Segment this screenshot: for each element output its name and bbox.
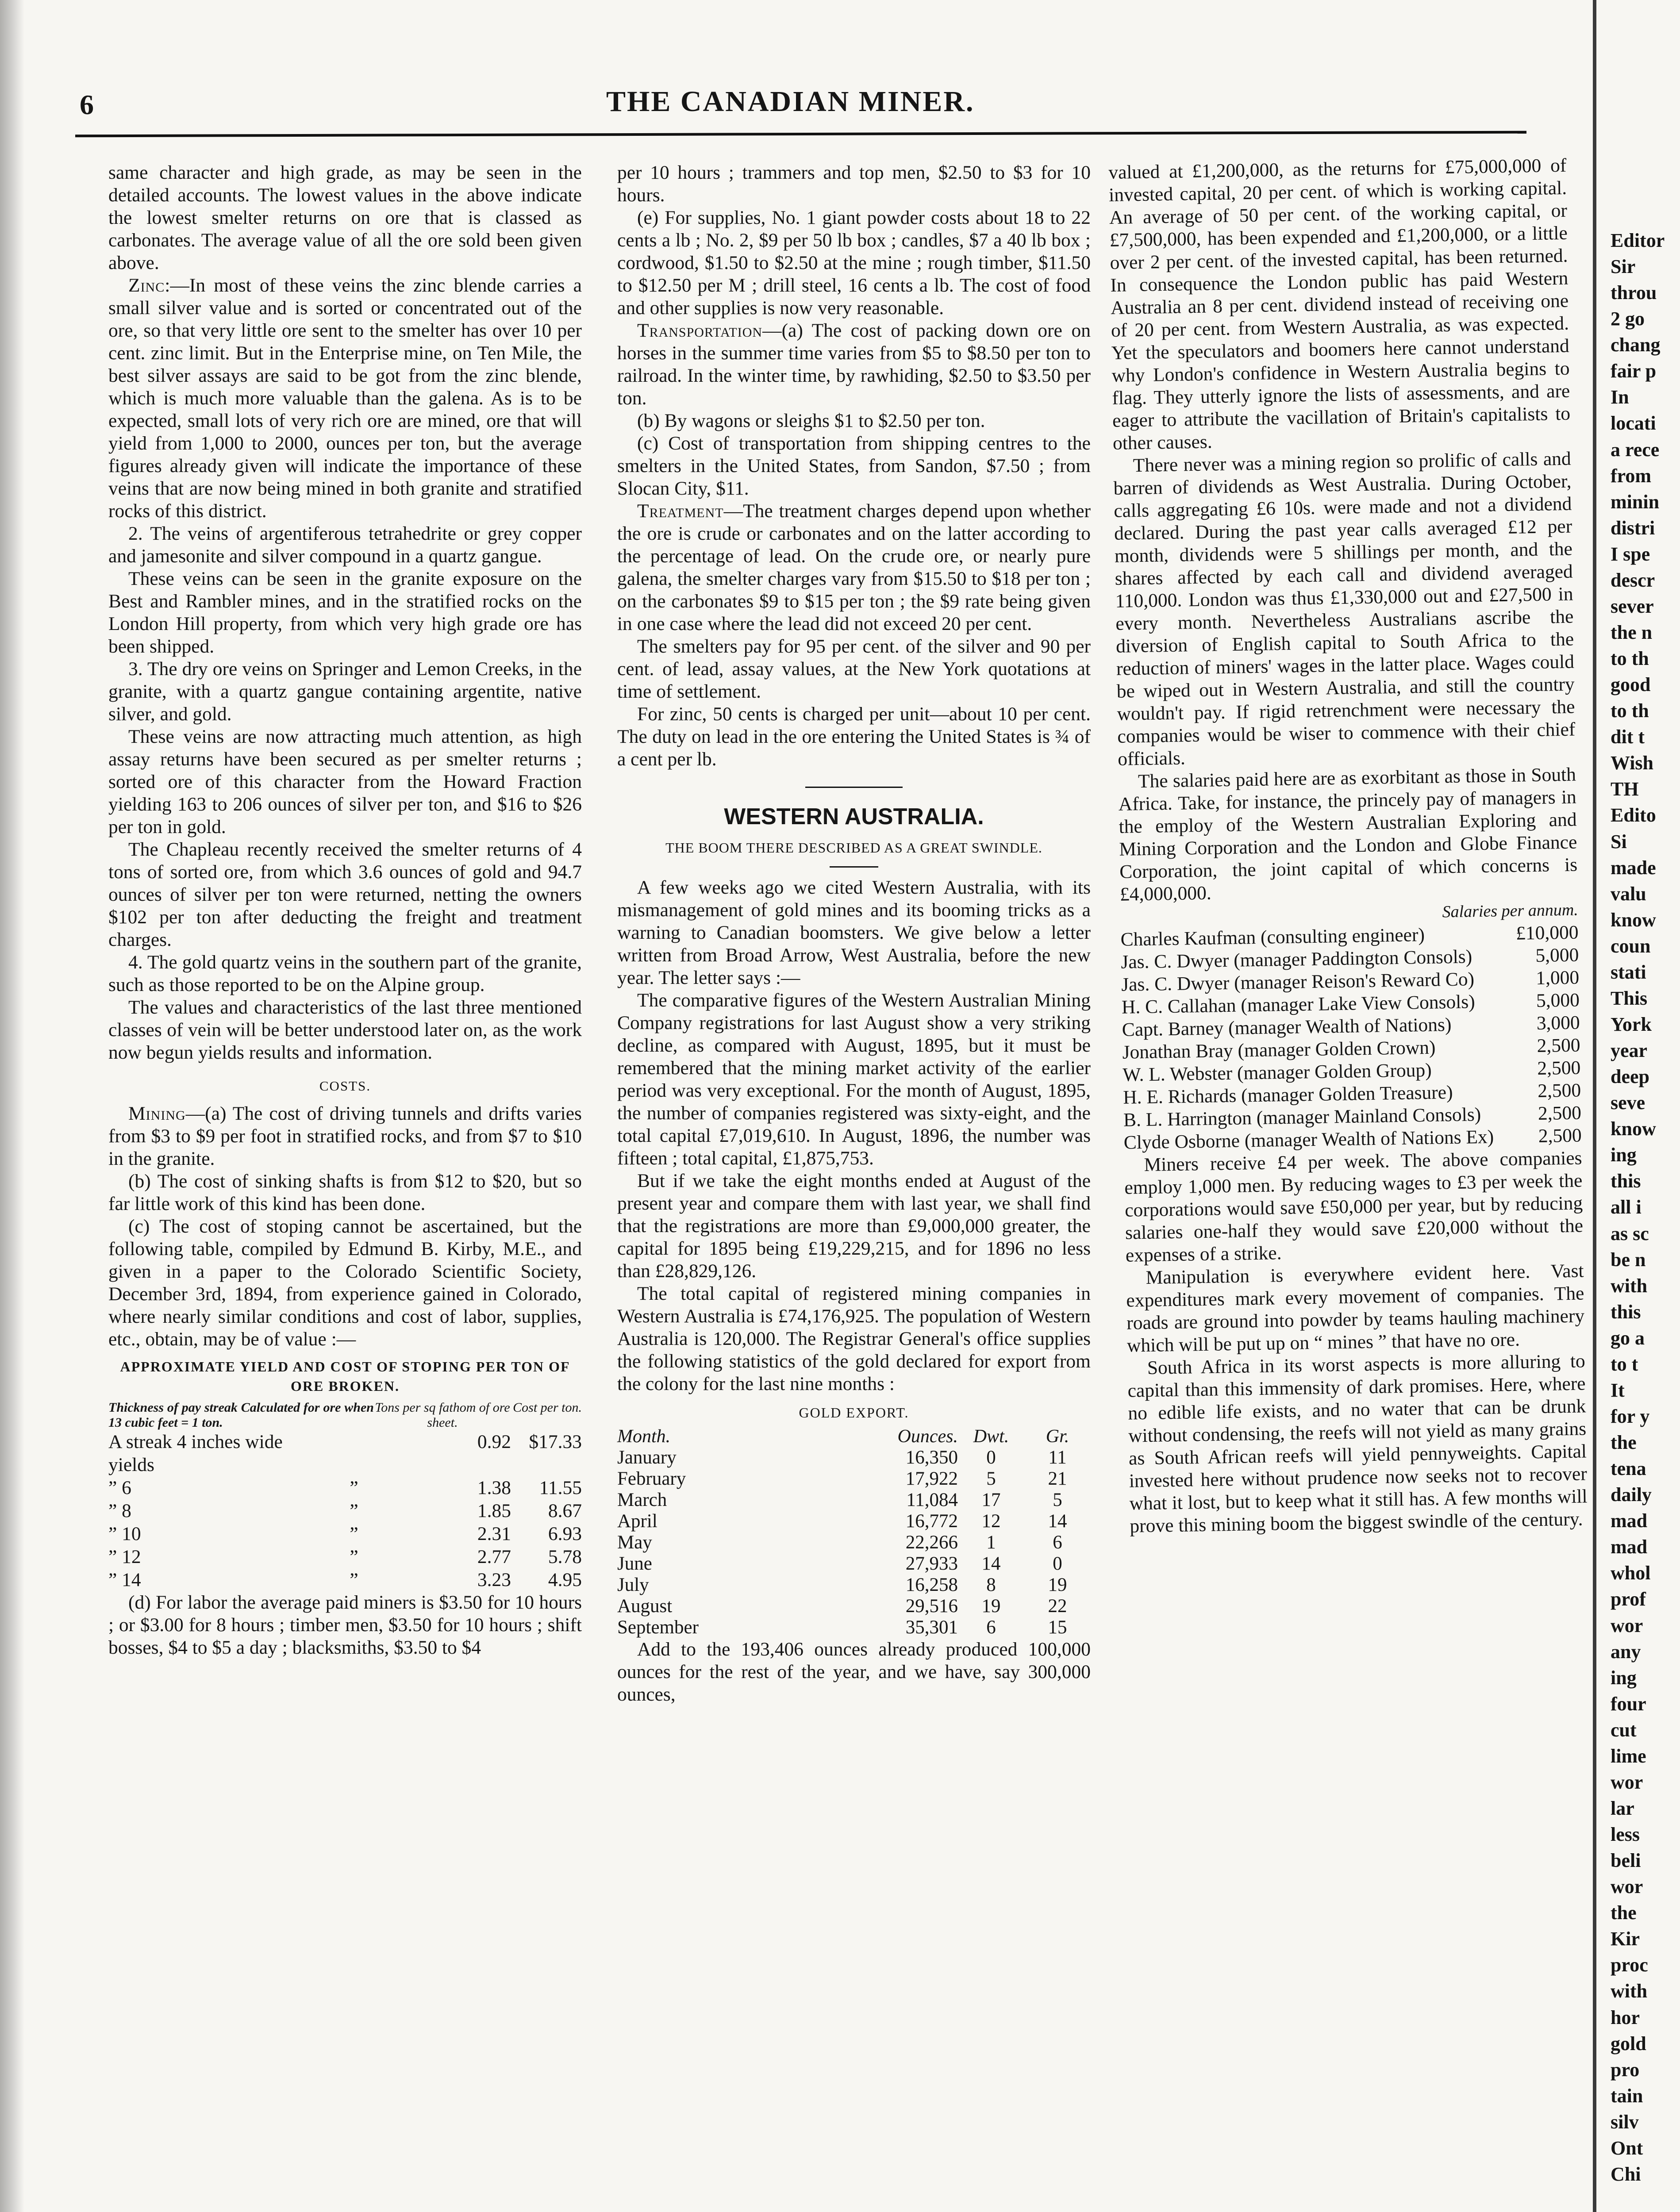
edge-fragment: with bbox=[1611, 1275, 1648, 1297]
cell-month: February bbox=[617, 1468, 686, 1489]
row-label: A streak 4 inches wide yields bbox=[108, 1431, 283, 1475]
row-cost: 4.95 bbox=[548, 1569, 582, 1590]
page-number: 6 bbox=[80, 89, 94, 120]
paragraph: The smelters pay for 95 per cent. of the silver and 90 per cent. of lead, assay values, at the New York quotations at time of settlement. bbox=[617, 636, 1091, 702]
salary-amount: 2,500 bbox=[1537, 1034, 1580, 1057]
gold-export-body bbox=[617, 1447, 1091, 1638]
header-ounces: Ounces. bbox=[897, 1426, 958, 1447]
table-row bbox=[617, 1617, 1091, 1638]
row-ditto: ” bbox=[350, 1523, 358, 1544]
transportation-label: Transportation bbox=[637, 320, 763, 341]
salaries-header: Salaries per annum. bbox=[1442, 900, 1579, 922]
gold-export-title: GOLD EXPORT. bbox=[799, 1405, 909, 1421]
salaries-list bbox=[1120, 922, 1582, 1154]
paragraph: These veins can be seen in the granite exposure on the Best and Rambler mines, and in the stratified rocks on the London Hill property, from which very high grade ore has been shipped. bbox=[108, 568, 582, 657]
edge-fragment: the bbox=[1611, 1902, 1637, 1924]
paragraph: (c) The cost of stoping cannot be ascertained, but the following table, compiled by Edmund B. Kirby, M.E., and given in a paper to the Colorado Scientific Society, December 3rd, 1894, from experience gained in Colorado, where nearly similar conditions and cost of labor, supplies, etc., obtain, may be of value :— bbox=[108, 1216, 582, 1350]
paragraph: South Africa in its worst aspects is more alluring to capital than this immensity of dark promises. Here, where no edible life exists, and no water that can be drunk without condensing, the reefs will not yield as many grains as South African reefs will yield pennyweights. Capital invested here without prudence now seeks not to recover what it lost, but to keep what it still has. A few months will prove this mining boom the biggest swindle of the century. bbox=[1127, 1350, 1588, 1537]
row-ditto: ” bbox=[350, 1569, 358, 1590]
mining-text: —(a) The cost of driving tunnels and drifts varies from $3 to $9 per foot in stratified rocks, and from $7 to $10 in the granite. bbox=[108, 1103, 582, 1169]
salary-amount: 5,000 bbox=[1535, 944, 1579, 967]
edge-fragment: less bbox=[1611, 1824, 1640, 1846]
edge-fragment: wor bbox=[1611, 1614, 1643, 1636]
table-row bbox=[617, 1490, 1091, 1511]
edge-fragment: to th bbox=[1611, 700, 1649, 722]
zinc-text: :—In most of these veins the zinc blende carries a small silver value and is sorted or concentrated out of the ore, so that very little ore sent to the smelter has over 10 per cent. zinc limit. But in the Enterprise mine, on Ten Mile, the best silver assays are said to be got from the zinc blende, which is much more valuable than the galena. As is to be expected, small lots of very rich ore are mined, ore that will yield from 1,000 to 2000, ounces per ton, but the average figures already given will indicate the importance of these veins that are now being mined in both granite and stratified rocks of this district. bbox=[108, 275, 582, 522]
edge-fragment: wor bbox=[1611, 1876, 1643, 1898]
cell-dwt: 14 bbox=[981, 1553, 1001, 1574]
edge-fragment: know bbox=[1611, 1118, 1656, 1140]
paragraph: A few weeks ago we cited Western Australia, with its mismanagement of gold mines and its booming tricks as a warning to Canadian boomsters. We give below a letter written from Broad Arrow, West Australia, before the new year. The letter says :— bbox=[617, 877, 1091, 988]
row-cost: $17.33 bbox=[529, 1431, 582, 1452]
table-row bbox=[617, 1511, 1091, 1532]
section-divider bbox=[805, 787, 903, 788]
costs-heading: COSTS. bbox=[319, 1078, 371, 1094]
edge-fragment: I spe bbox=[1611, 543, 1650, 565]
treatment-text: —The treatment charges depend upon whether the ore is crude or carbonates and on the latter according to the percentage of lead. On the crude ore, or nearly pure galena, the smelter charges vary from $15.50 to $18 per ton ; on the carbonates $9 to $15 per ton ; the $9 rate being given in one case where the lead did not exceed 20 per cent. bbox=[617, 500, 1091, 634]
paragraph: 4. The gold quartz veins in the southern part of the granite, such as those reported to be on the Alpine group. bbox=[108, 952, 582, 995]
cell-ounces: 17,922 bbox=[905, 1468, 958, 1489]
paragraph: per 10 hours ; trammers and top men, $2.50 to $3 for 10 hours. bbox=[617, 162, 1091, 206]
salary-name: W. L. Webster (manager Golden Group) bbox=[1123, 1059, 1432, 1086]
header-thickness: Thickness of pay streak Calculated for ore when 13 cubic feet = 1 ton. bbox=[108, 1400, 374, 1430]
edge-fragment: descr bbox=[1611, 569, 1655, 591]
table-row bbox=[108, 1476, 582, 1499]
edge-fragment: to t bbox=[1611, 1353, 1638, 1375]
paragraph: (e) For supplies, No. 1 giant powder costs about 18 to 22 cents a lb ; No. 2, $9 per 50 lb box ; candles, $7 a 40 lb box ; cordwood, $1.50 to $2.50 at the mine ; rough timber, $11.50 to $12.50 per M ; drill steel, 16 cents a lb. The cost of food and other supplies is now very reasonable. bbox=[617, 207, 1091, 319]
cell-gr: 0 bbox=[1053, 1553, 1062, 1574]
column-3 bbox=[1108, 154, 1588, 1538]
paragraph: These veins are now attracting much attention, as high assay returns have been secured as per smelter returns ; sorted ore of this character from the Howard Fraction yielding 163 to 206 ounces of silver per ton, and $16 to $26 per ton in gold. bbox=[108, 726, 582, 837]
edge-fragment: ing bbox=[1611, 1144, 1637, 1166]
paragraph: But if we take the eight months ended at August of the present year and compare them with last year, we shall find that the registrations are more than £9,000,000 greater, the capital for 1895 being £19,229,215, and for 1896 no less than £28,829,126. bbox=[617, 1170, 1091, 1282]
cell-dwt: 6 bbox=[986, 1617, 996, 1638]
table-row bbox=[108, 1568, 582, 1591]
edge-fragment: throu bbox=[1611, 282, 1657, 304]
edge-fragment: Kir bbox=[1611, 1928, 1640, 1950]
paragraph: (b) The cost of sinking shafts is from $12 to $20, but so far little work of this kind has been done. bbox=[108, 1171, 582, 1214]
cell-gr: 5 bbox=[1053, 1490, 1062, 1510]
cell-ounces: 16,772 bbox=[905, 1511, 958, 1532]
salary-name: H. E. Richards (manager Golden Treasure) bbox=[1123, 1082, 1453, 1108]
edge-fragment: Edito bbox=[1611, 804, 1656, 826]
table-row bbox=[617, 1447, 1091, 1468]
header-month: Month. bbox=[617, 1426, 671, 1447]
edge-fragment: distri bbox=[1611, 517, 1655, 539]
edge-fragment: know bbox=[1611, 909, 1656, 931]
edge-fragment: all i bbox=[1611, 1196, 1642, 1218]
transport-text: —(a) The cost of packing down ore on horses in the summer time varies from $5 to $8.50 per ton to railroad. In the winter time, by rawhiding, $2.50 to $3.50 per ton. bbox=[617, 320, 1091, 409]
row-label: ” 10 bbox=[108, 1523, 141, 1544]
gold-export-header bbox=[617, 1426, 1091, 1447]
paragraph: The comparative figures of the Western Australian Mining Company registrations for last August show a very striking decline, as compared with August, 1895, but it must be remembered that the mining market activity of the earlier period was very exceptional. For the month of August, 1895, the number of companies registered was sixty-eight, and the total capital £7,019,610. In August, 1896, the number was fifteen ; total capital, £1,875,753. bbox=[617, 990, 1091, 1169]
table-row bbox=[108, 1499, 582, 1522]
cell-gr: 22 bbox=[1048, 1596, 1067, 1617]
paragraph: For zinc, 50 cents is charged per unit—about 10 per cent. The duty on lead in the ore entering the United States is ¾ of a cent per lb. bbox=[617, 703, 1091, 770]
edge-fragment: hor bbox=[1611, 2006, 1640, 2028]
cell-month: June bbox=[617, 1553, 652, 1574]
row-cost: 5.78 bbox=[548, 1546, 582, 1567]
cell-gr: 11 bbox=[1048, 1447, 1067, 1468]
cell-month: March bbox=[617, 1490, 667, 1510]
table-row bbox=[617, 1575, 1091, 1596]
edge-fragment: with bbox=[1611, 1980, 1648, 2002]
cell-month: April bbox=[617, 1511, 657, 1532]
edge-fragment: mad bbox=[1611, 1510, 1648, 1532]
edge-fragment: stati bbox=[1611, 961, 1646, 983]
edge-fragment: cut bbox=[1611, 1719, 1637, 1741]
paragraph-transport bbox=[617, 319, 1091, 410]
page-edge-shadow bbox=[1593, 0, 1596, 2212]
salary-amount: 3,000 bbox=[1536, 1012, 1580, 1034]
cell-gr: 19 bbox=[1048, 1575, 1067, 1595]
paragraph: (c) Cost of transportation from shipping centres to the smelters in the United States, from Sandon, $7.50 ; from Slocan City, $11. bbox=[617, 433, 1091, 499]
paragraph-mining bbox=[108, 1102, 582, 1170]
salary-name: Clyde Osborne (manager Wealth of Nations Ex) bbox=[1123, 1126, 1494, 1153]
paragraph: The Chapleau recently received the smelter returns of 4 tons of sorted ore, from which 3.6 ounces of gold and 94.7 ounces of silver per ton were returned, netting the owners $102 per ton after deducting the freight and treatment charges. bbox=[108, 839, 582, 950]
paragraph: There never was a mining region so prolific of calls and barren of dividends as West Australia. During October, calls aggregating £6 10s. were made and not a dividend declared. During the past year calls averaged £12 per month, dividends were 5 shillings per month, and the shares affected by each call and dividend averaged 110,000. London was thus £1,330,000 out and £27,500 in every month. Nevertheless Australians ascribe the diversion of English capital to South Africa to the reduction of miners' wages in the latter place. Wages could be wiped out in Western Australia, and still the country wouldn't pay. If rigid retrenchment were necessary the companies would be wiser to commence with their chief officials. bbox=[1113, 448, 1576, 770]
table-row bbox=[108, 1522, 582, 1545]
edge-fragment: gold bbox=[1611, 2032, 1646, 2055]
cell-ounces: 29,516 bbox=[905, 1596, 958, 1617]
edge-fragment: be n bbox=[1611, 1248, 1646, 1271]
edge-fragment: prof bbox=[1611, 1588, 1646, 1610]
edge-fragment: silv bbox=[1611, 2111, 1639, 2133]
edge-fragment: daily bbox=[1611, 1484, 1652, 1506]
edge-fragment: valu bbox=[1611, 883, 1646, 905]
row-cost: 11.55 bbox=[539, 1477, 582, 1498]
edge-fragment: proc bbox=[1611, 1954, 1648, 1976]
header-dwt: Dwt. bbox=[973, 1426, 1009, 1447]
salary-amount: 5,000 bbox=[1536, 989, 1580, 1012]
row-tons: 2.77 bbox=[477, 1546, 511, 1567]
paragraph-treatment bbox=[617, 500, 1091, 635]
edge-fragment: This bbox=[1611, 987, 1648, 1009]
column-1 bbox=[108, 161, 582, 1659]
cell-month: August bbox=[617, 1596, 673, 1617]
cell-ounces: 16,258 bbox=[905, 1575, 958, 1595]
salary-amount: 2,500 bbox=[1537, 1079, 1581, 1102]
edge-fragment: deep bbox=[1611, 1066, 1649, 1088]
cell-ounces: 16,350 bbox=[905, 1447, 958, 1468]
paragraph: same character and high grade, as may be seen in the detailed accounts. The lowest values in the above indicate the lowest smelter returns on ore that is classed as carbonates. The average value of all the ore sold been given above. bbox=[108, 162, 582, 273]
edge-fragment: Sir bbox=[1611, 256, 1636, 278]
paragraph: (b) By wagons or sleighs $1 to $2.50 per ton. bbox=[637, 410, 985, 431]
subheading-divider bbox=[830, 866, 878, 868]
cell-month: September bbox=[617, 1617, 699, 1638]
paragraph-zinc bbox=[108, 274, 582, 522]
edge-fragment: lime bbox=[1611, 1745, 1646, 1767]
row-ditto: ” bbox=[350, 1500, 358, 1521]
row-tons: 2.31 bbox=[477, 1523, 511, 1544]
adjacent-page-strip bbox=[1593, 0, 1680, 2212]
edge-fragment: as sc bbox=[1611, 1222, 1649, 1244]
edge-fragment: coun bbox=[1611, 935, 1651, 957]
edge-fragment: Ont bbox=[1611, 2137, 1643, 2159]
edge-fragment: sever bbox=[1611, 595, 1654, 617]
edge-fragment: mad bbox=[1611, 1536, 1648, 1558]
salary-amount: £10,000 bbox=[1515, 922, 1579, 944]
edge-fragment: whol bbox=[1611, 1562, 1651, 1584]
row-ditto: ” bbox=[350, 1546, 358, 1567]
edge-fragment: chang bbox=[1611, 334, 1661, 356]
row-label: ” 14 bbox=[108, 1569, 141, 1590]
row-ditto bbox=[299, 1430, 409, 1476]
edge-fragment: any bbox=[1611, 1640, 1641, 1663]
edge-fragment: Si bbox=[1611, 830, 1627, 853]
stoping-table-body bbox=[108, 1430, 582, 1591]
edge-fragment: a rece bbox=[1611, 438, 1660, 461]
zinc-label: Zinc bbox=[128, 275, 165, 296]
cell-gr: 14 bbox=[1048, 1511, 1067, 1532]
paragraph: The values and characteristics of the last three mentioned classes of vein will be better understood later on, as the work now begun yields results and information. bbox=[108, 997, 582, 1063]
cell-dwt: 1 bbox=[986, 1532, 996, 1553]
table-row bbox=[617, 1553, 1091, 1575]
paragraph: valued at £1,200,000, as the returns for £75,000,000 of invested capital, 20 per cent. of which is working capital. An average of 50 per cent. of the working capital, or £7,500,000, has been expended and £1,200,000, or a little over 2 per cent. of the invested capital, has been returned. In consequence the London public has paid Western Australia an 8 per cent. dividend instead of receiving one of 20 per cent. from Western Australia, as was expected. Yet the speculators and boomers here cannot understand why London's confidence in Western Australia begins to flag. They utterly ignore the lists of assessments, and are eager to attribute the vacillation of Britain's capitalists to other causes. bbox=[1108, 154, 1571, 454]
article-subheading: THE BOOM THERE DESCRIBED AS A GREAT SWINDLE. bbox=[665, 840, 1042, 856]
edge-fragment: the bbox=[1611, 1432, 1637, 1454]
row-tons: 3.23 bbox=[477, 1569, 511, 1590]
salary-amount: 2,500 bbox=[1538, 1102, 1582, 1125]
edge-fragment: Editor bbox=[1611, 230, 1665, 251]
edge-fragment: It bbox=[1611, 1379, 1625, 1401]
salary-name: H. C. Callahan (manager Lake View Consols) bbox=[1121, 991, 1476, 1018]
row-cost: 8.67 bbox=[548, 1500, 582, 1521]
treatment-label: Treatment bbox=[637, 500, 724, 522]
edge-fragment: tain bbox=[1611, 2085, 1643, 2107]
table-row bbox=[108, 1545, 582, 1568]
salary-name: Jas. C. Dwyer (manager Reison's Reward Co) bbox=[1121, 968, 1475, 995]
stoping-table-title: APPROXIMATE YIELD AND COST OF STOPING PER TON OF ORE BROKEN. bbox=[120, 1359, 570, 1394]
edge-fragment: year bbox=[1611, 1040, 1648, 1062]
table-row bbox=[617, 1468, 1091, 1490]
edge-fragment: ing bbox=[1611, 1667, 1637, 1689]
cell-gr: 6 bbox=[1053, 1532, 1062, 1553]
stoping-table-header bbox=[108, 1400, 582, 1430]
edge-fragment: locati bbox=[1611, 412, 1656, 434]
cell-ounces: 27,933 bbox=[905, 1553, 958, 1574]
paragraph: The salaries paid here are as exorbitant as those in South Africa. Take, for instance, the princely pay of managers in the employ of the Western Australian Exploring and Mining Corporation and the London and Globe Finance Corporation, the joint capital of which concerns is £4,000,000. bbox=[1118, 764, 1578, 905]
column-2 bbox=[617, 161, 1091, 1706]
edge-fragment: the n bbox=[1611, 622, 1653, 643]
edge-fragment: fair p bbox=[1611, 360, 1657, 382]
cell-month: May bbox=[617, 1532, 652, 1553]
row-ditto: ” bbox=[350, 1477, 358, 1498]
edge-fragment: made bbox=[1611, 856, 1656, 879]
cell-dwt: 5 bbox=[986, 1468, 996, 1489]
cell-dwt: 8 bbox=[986, 1575, 996, 1595]
edge-fragment: 2 go bbox=[1611, 308, 1645, 330]
salary-amount: 2,500 bbox=[1537, 1057, 1581, 1079]
row-tons: 0.92 bbox=[477, 1431, 511, 1452]
header-cost: Cost per ton. bbox=[513, 1400, 582, 1415]
edge-fragment: beli bbox=[1611, 1850, 1641, 1872]
salary-amount: 2,500 bbox=[1538, 1125, 1582, 1147]
paragraph: 2. The veins of argentiferous tetrahedrite or grey copper and jamesonite and silver compound in a quartz gangue. bbox=[108, 523, 582, 567]
paragraph: Miners receive £4 per week. The above companies employ 1,000 men. By reducing wages to £3 per week the corporations would save £50,000 per year, but by reducing salaries one-half they would save £20,000 without the expenses of a strike. bbox=[1124, 1147, 1584, 1266]
cell-dwt: 12 bbox=[981, 1511, 1001, 1532]
salary-amount: 1,000 bbox=[1535, 967, 1580, 989]
cell-ounces: 22,266 bbox=[905, 1532, 958, 1553]
edge-fragment: good bbox=[1611, 674, 1651, 696]
cell-ounces: 11,084 bbox=[906, 1490, 958, 1510]
paragraph: (d) For labor the average paid miners is $3.50 for 10 hours ; or $3.00 for 8 hours ; timber men, $3.50 for 10 hours ; shift bosses, $4 to $5 a day ; blacksmiths, $3.50 to $4 bbox=[108, 1592, 582, 1658]
edge-fragment: wor bbox=[1611, 1771, 1643, 1793]
row-label: ” 12 bbox=[108, 1546, 141, 1567]
header-rule bbox=[75, 131, 1526, 138]
table-row bbox=[108, 1430, 582, 1476]
salary-name: Charles Kaufman (consulting engineer) bbox=[1120, 924, 1425, 950]
row-label: ” 6 bbox=[108, 1477, 131, 1498]
edge-fragment: minin bbox=[1611, 491, 1660, 513]
paragraph: The total capital of registered mining companies in Western Australia is £74,176,925. The population of Western Australia is 120,000. The Registrar General's office supplies the following statistics of the gold declared for export from the colony for the last nine months : bbox=[617, 1283, 1091, 1394]
salary-name: Jas. C. Dwyer (manager Paddington Consols) bbox=[1121, 946, 1472, 973]
salary-name: Capt. Barney (manager Wealth of Nations) bbox=[1122, 1014, 1452, 1041]
cell-month: July bbox=[617, 1575, 649, 1595]
salary-name: B. L. Harrington (manager Mainland Consols) bbox=[1123, 1104, 1481, 1131]
cell-dwt: 19 bbox=[981, 1596, 1001, 1617]
edge-fragment: TH bbox=[1611, 778, 1639, 800]
masthead: THE CANADIAN MINER. bbox=[606, 85, 975, 118]
edge-fragment: go a bbox=[1611, 1327, 1645, 1349]
mining-label: Mining bbox=[128, 1103, 186, 1124]
paragraph: 3. The dry ore veins on Springer and Lemon Creeks, in the granite, with a quartz gangue containing argentite, native silver, and gold. bbox=[108, 658, 582, 725]
edge-fragment: this bbox=[1611, 1301, 1641, 1323]
edge-fragment: for y bbox=[1611, 1406, 1650, 1427]
cell-gr: 15 bbox=[1048, 1617, 1067, 1638]
edge-fragment: lar bbox=[1611, 1797, 1634, 1819]
edge-fragment: this bbox=[1611, 1170, 1641, 1192]
table-row bbox=[617, 1532, 1091, 1553]
header-tons: Tons per sq fathom of ore sheet. bbox=[375, 1400, 510, 1430]
edge-fragment: dit t bbox=[1611, 726, 1645, 748]
cell-gr: 21 bbox=[1048, 1468, 1067, 1489]
edge-fragment: from bbox=[1611, 465, 1652, 487]
cell-ounces: 35,301 bbox=[905, 1617, 958, 1638]
cell-dwt: 0 bbox=[986, 1447, 996, 1468]
row-cost: 6.93 bbox=[548, 1523, 582, 1544]
page-binding-shadow bbox=[0, 0, 24, 2212]
edge-fragment: York bbox=[1611, 1014, 1652, 1035]
cell-month: January bbox=[617, 1447, 677, 1468]
edge-fragment: seve bbox=[1611, 1092, 1645, 1114]
paragraph: Manipulation is everywhere evident here. Vast expenditures mark every movement of companies. The roads are ground into powder by teams hauling machinery which will be put up on “ mines ” that have no ore. bbox=[1126, 1260, 1585, 1356]
edge-fragment: pro bbox=[1611, 2058, 1640, 2081]
edge-fragment: four bbox=[1611, 1693, 1646, 1715]
row-label: ” 8 bbox=[108, 1500, 131, 1521]
article-heading: WESTERN AUSTRALIA. bbox=[724, 804, 984, 830]
cell-dwt: 17 bbox=[981, 1490, 1001, 1510]
paragraph: Add to the 193,406 ounces already produced 100,000 ounces for the rest of the year, and we have, say 300,000 ounces, bbox=[617, 1639, 1091, 1705]
edge-fragment: tena bbox=[1611, 1458, 1646, 1480]
edge-fragment: Wish bbox=[1611, 752, 1654, 774]
row-tons: 1.85 bbox=[477, 1500, 511, 1521]
edge-fragment: In bbox=[1611, 386, 1629, 408]
header-gr: Gr. bbox=[1046, 1426, 1069, 1447]
edge-fragment: Chi bbox=[1611, 2163, 1641, 2185]
row-tons: 1.38 bbox=[477, 1477, 511, 1498]
edge-fragment: to th bbox=[1611, 648, 1649, 670]
salary-name: Jonathan Bray (manager Golden Crown) bbox=[1122, 1037, 1436, 1063]
table-row bbox=[617, 1596, 1091, 1617]
